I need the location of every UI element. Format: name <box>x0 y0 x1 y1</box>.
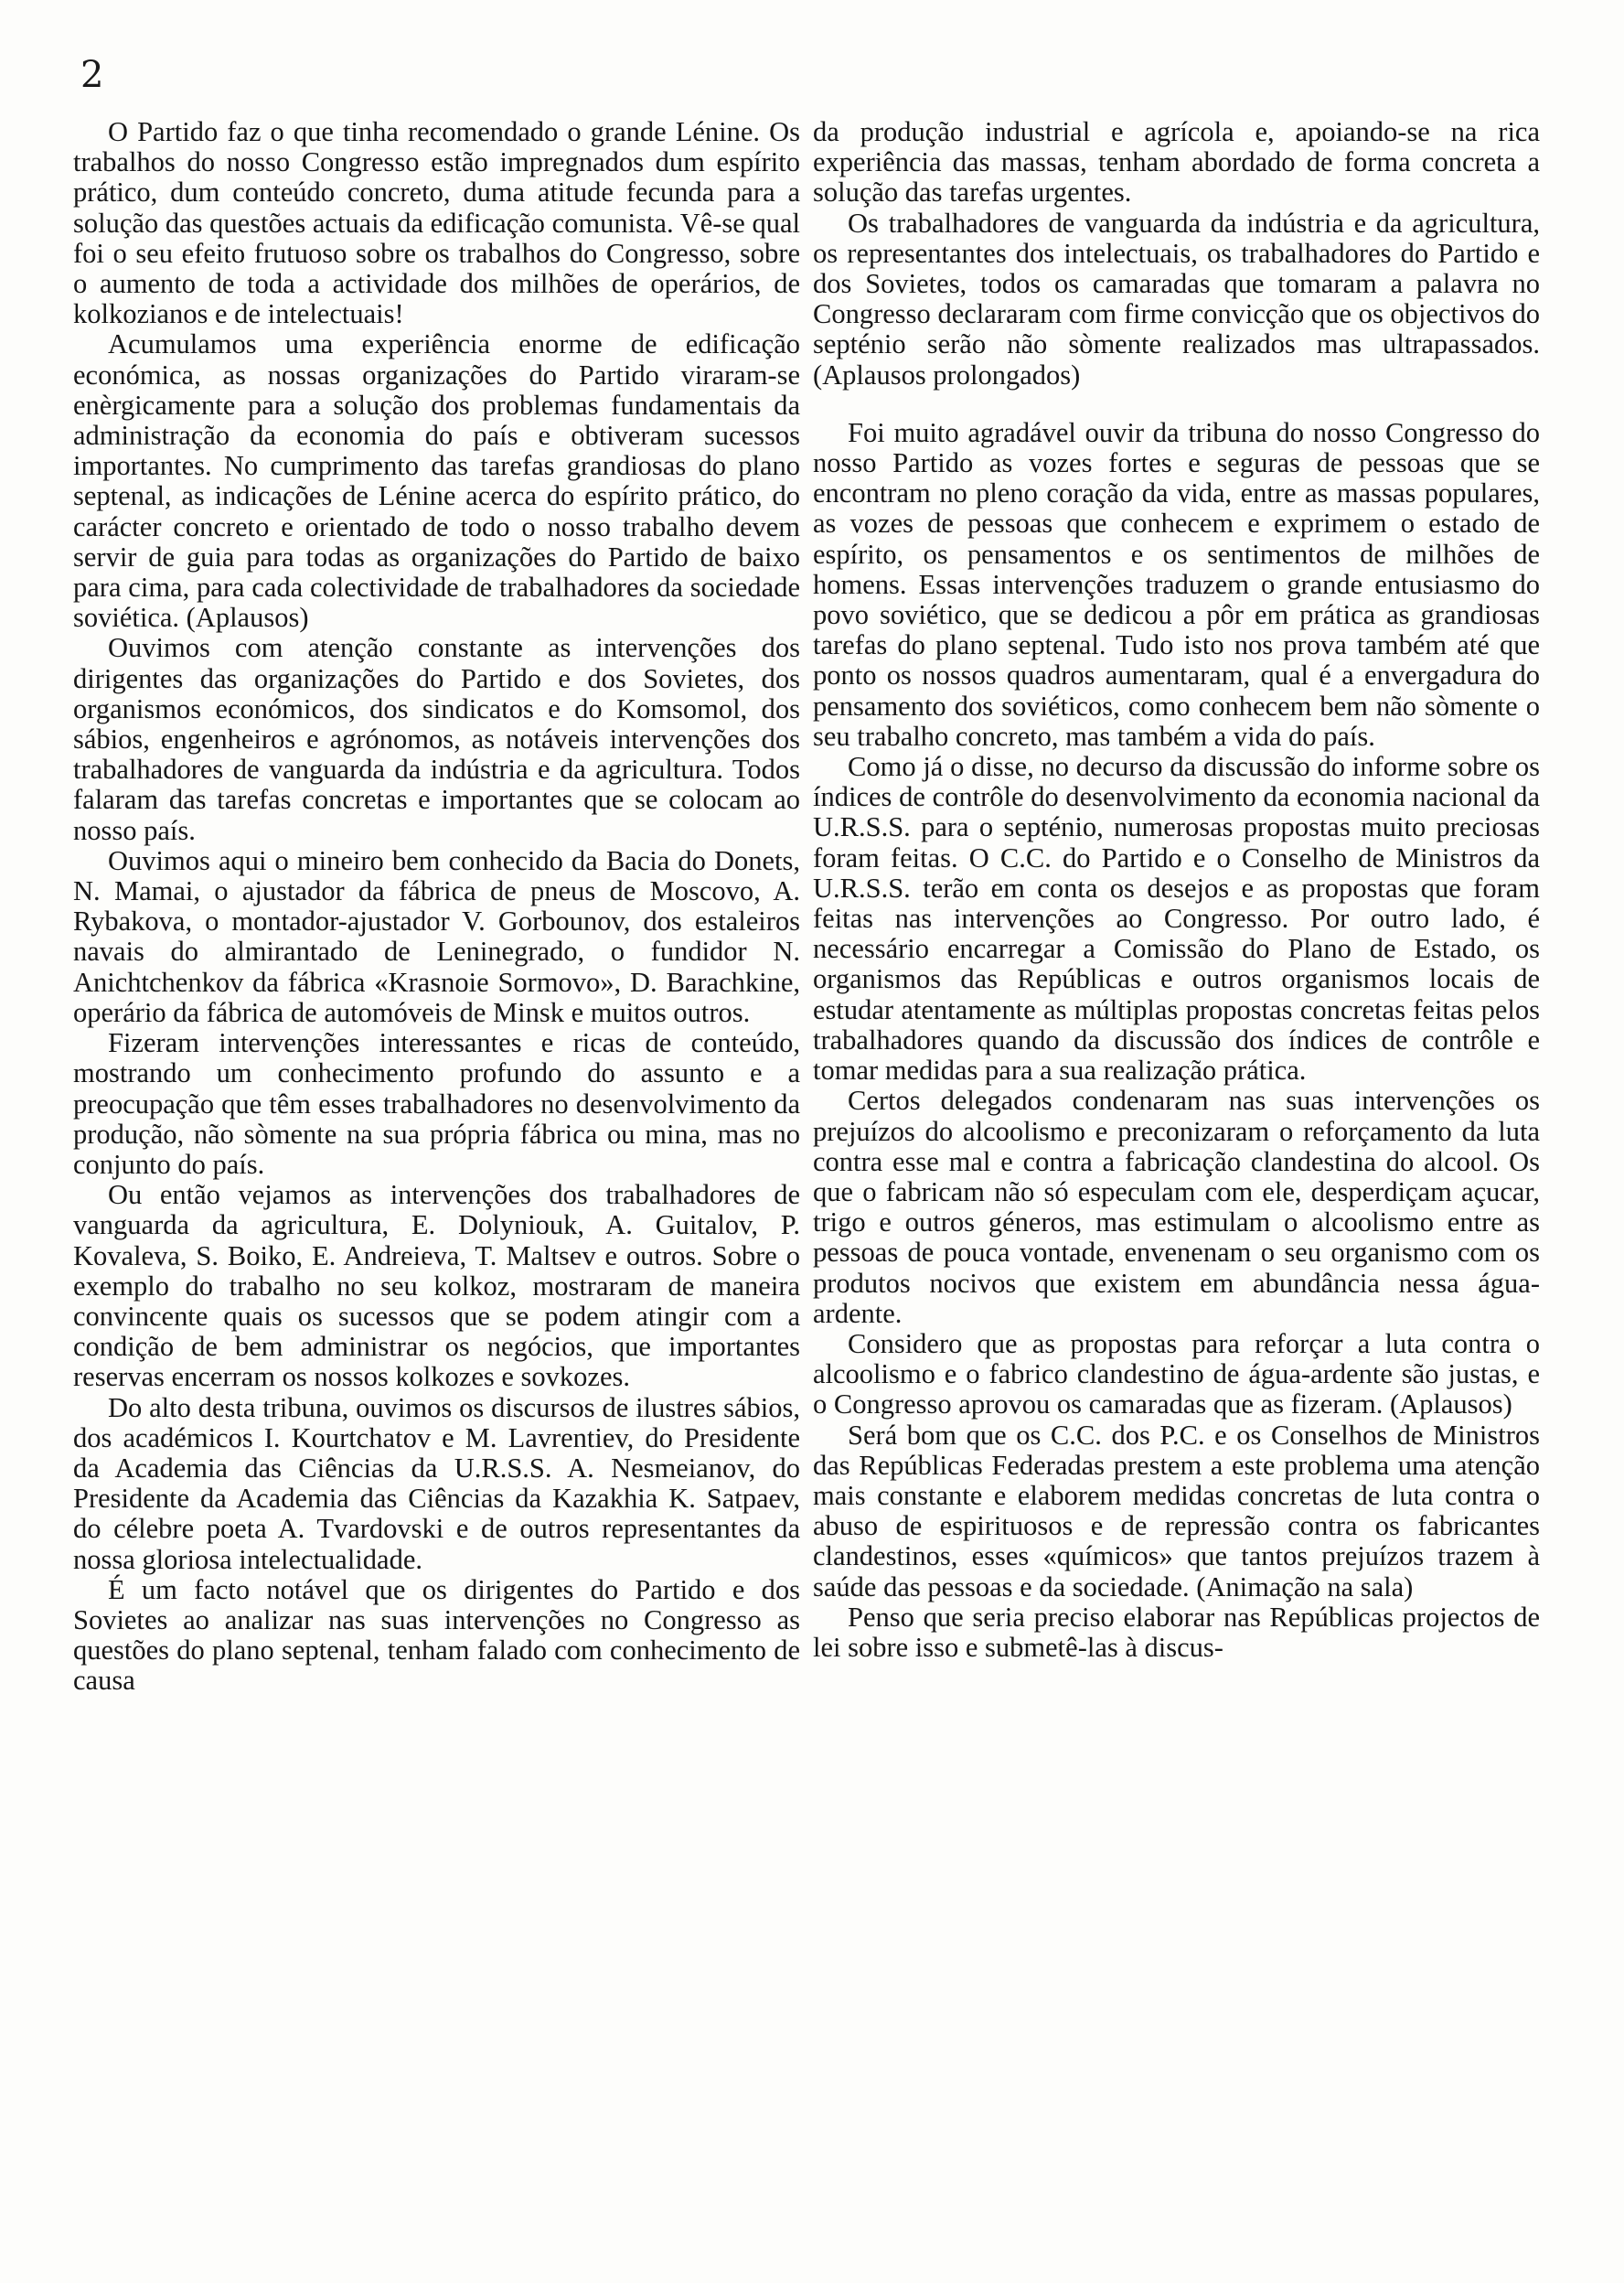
page-number: 2 <box>80 54 104 96</box>
paragraph: Fizeram intervenções interessantes e ricas de conteúdo, mostrando um conhecimento profundo do assunto e a preocupação que têm esses trabalhadores no desenvolvimento da produção, não sòmente na sua própria fábrica ou mina, mas no conjunto do país. <box>73 1027 800 1180</box>
paragraph: Do alto desta tribuna, ouvimos os discursos de ilustres sábios, dos académicos I. Kourtchatov e M. Lavrentiev, do Presidente da Academia das Ciências da U.R.S.S. A. Nesmeianov, do Presidente da Academia das Ciências da Kazakhia K. Satpaev, do célebre poeta A. Tvardovski e de outros representantes da nossa gloriosa intelectualidade. <box>73 1391 800 1575</box>
paragraph: Ouvimos com atenção constante as intervenções dos dirigentes das organizações do Partido e dos Sovietes, dos organismos económicos, dos sindicatos e do Komsomol, dos sábios, engenheiros e agrónomos, as notáveis intervenções dos trabalhadores de vanguarda da indústria e da agricultura. Todos falaram das tarefas concretas e importantes que se colocam ao nosso país. <box>73 632 800 846</box>
right-column <box>813 117 1540 1663</box>
paragraph: Ou então vejamos as intervenções dos trabalhadores de vanguarda da agricultura, E. Dolyniouk, A. Guitalov, P. Kovaleva, S. Boiko, E. Andreieva, T. Maltsev e outros. Sobre o exemplo do trabalho no seu kolkoz, mostraram de maneira convincente quais os sucessos que se podem atingir com a condição de bem administrar os negócios, que importantes reservas encerram os nossos kolkozes e sovkozes. <box>73 1179 800 1393</box>
paragraph: Considero que as propostas para reforçar a luta contra o alcoolismo e o fabrico clandestino de água-ardente são justas, e o Congresso aprovou os camaradas que as fizeram. (Aplausos) <box>813 1327 1540 1420</box>
paragraph: Certos delegados condenaram nas suas intervenções os prejuízos do alcoolismo e preconizaram o reforçamento da luta contra esse mal e contra a fabricação clandestina do alcool. Os que o fabricam não só especulam com ele, desperdiçam açucar, trigo e outros géneros, mas estimulam o alcoolismo entre as pessoas de pouca vontade, envenenam o seu organismo com os produtos nocivos que existem em abundância nessa água-ardente. <box>813 1085 1540 1329</box>
left-column <box>73 117 800 1697</box>
paragraph: Ouvimos aqui o mineiro bem conhecido da Bacia do Donets, N. Mamai, o ajustador da fábrica de pneus de Moscovo, A. Rybakova, o montador-ajustador V. Gorbounov, dos estaleiros navais do almirantado de Leninegrado, o fundidor N. Anichtchenkov da fábrica «Krasnoie Sormovo», D. Barachkine, operário da fábrica de automóveis de Minsk e muitos outros. <box>73 844 800 1028</box>
paragraph: Os trabalhadores de vanguarda da indústria e da agricultura, os representantes dos intelectuais, os trabalhadores do Partido e dos Sovietes, todos os camaradas que tomaram a palavra no Congresso declararam com firme convicção que os objectivos do septénio serão não sòmente realizados mas ultrapassados. (Aplausos prolongados) <box>813 207 1540 391</box>
paragraph: Foi muito agradável ouvir da tribuna do nosso Congresso do nosso Partido as vozes fortes e seguras de pessoas que se encontram no pleno coração da vida, entre as massas populares, as vozes de pessoas que conhecem e exprimem o estado de espírito, os pensamentos e os sentimentos de milhões de homens. Essas intervenções traduzem o grande entusiasmo do povo soviético, que se dedicou a pôr em prática as grandiosas tarefas do plano septenal. Tudo isto nos prova também até que ponto os nossos quadros aumentaram, qual é a envergadura do pensamento dos soviéticos, como conhecem bem não sòmente o seu trabalho concreto, mas também a vida do país. <box>813 416 1540 752</box>
paragraph: Será bom que os C.C. dos P.C. e os Conselhos de Ministros das Repúblicas Federadas prestem a este problema uma atenção mais constante e elaborem medidas concretas de luta contra o abuso de espirituosos e de repressão contra os fabricantes clandestinos, esses «químicos» que tantos prejuízos trazem à saúde das pessoas e da sociedade. (Animação na sala) <box>813 1419 1540 1602</box>
paragraph: É um facto notável que os dirigentes do Partido e dos Sovietes ao analizar nas suas intervenções no Congresso as questões do plano septenal, tenham falado com conhecimento de causa <box>73 1573 800 1697</box>
paragraph: O Partido faz o que tinha recomendado o grande Lénine. Os trabalhos do nosso Congresso estão impregnados dum espírito prático, dum conteúdo concreto, duma atitude fecunda para a solução das questões actuais da edificação comunista. Vê-se qual foi o seu efeito frutuoso sobre os trabalhos do Congresso, sobre o aumento de toda a actividade dos milhões de operários, de kolkozianos e de intelectuais! <box>73 116 800 330</box>
paragraph: Penso que seria preciso elaborar nas Repúblicas projectos de lei sobre isso e submetê-las à discus- <box>813 1601 1540 1663</box>
paragraph: Acumulamos uma experiência enorme de edificação económica, as nossas organizações do Partido viraram-se enèrgicamente para a solução dos problemas fundamentais da administração da economia do país e obtiveram sucessos importantes. No cumprimento das tarefas grandiosas do plano septenal, as indicações de Lénine acerca do espírito prático, do carácter concreto e orientado de todo o nosso trabalho devem servir de guia para todas as organizações do Partido de baixo para cima, para cada colectividade de trabalhadores da sociedade soviética. (Aplausos) <box>73 328 800 634</box>
paragraph: Como já o disse, no decurso da discussão do informe sobre os índices de contrôle do desenvolvimento da economia nacional da U.R.S.S. para o septénio, numerosas propostas muito preciosas foram feitas. O C.C. do Partido e o Conselho de Ministros da U.R.S.S. terão em conta os desejos e as propostas que foram feitas nas intervenções ao Congresso. Por outro lado, é necessário encarregar a Comissão do Plano de Estado, os organismos das Repúblicas e outros organismos locais de estudar atentamente as múltiplas propostas concretas feitas pelos trabalhadores quando da discussão dos índices de contrôle e tomar medidas para a sua realização prática. <box>813 751 1540 1087</box>
paragraph: da produção industrial e agrícola e, apoiando-se na rica experiência das massas, tenham abordado de forma concreta a solução das tarefas urgentes. <box>813 116 1540 209</box>
